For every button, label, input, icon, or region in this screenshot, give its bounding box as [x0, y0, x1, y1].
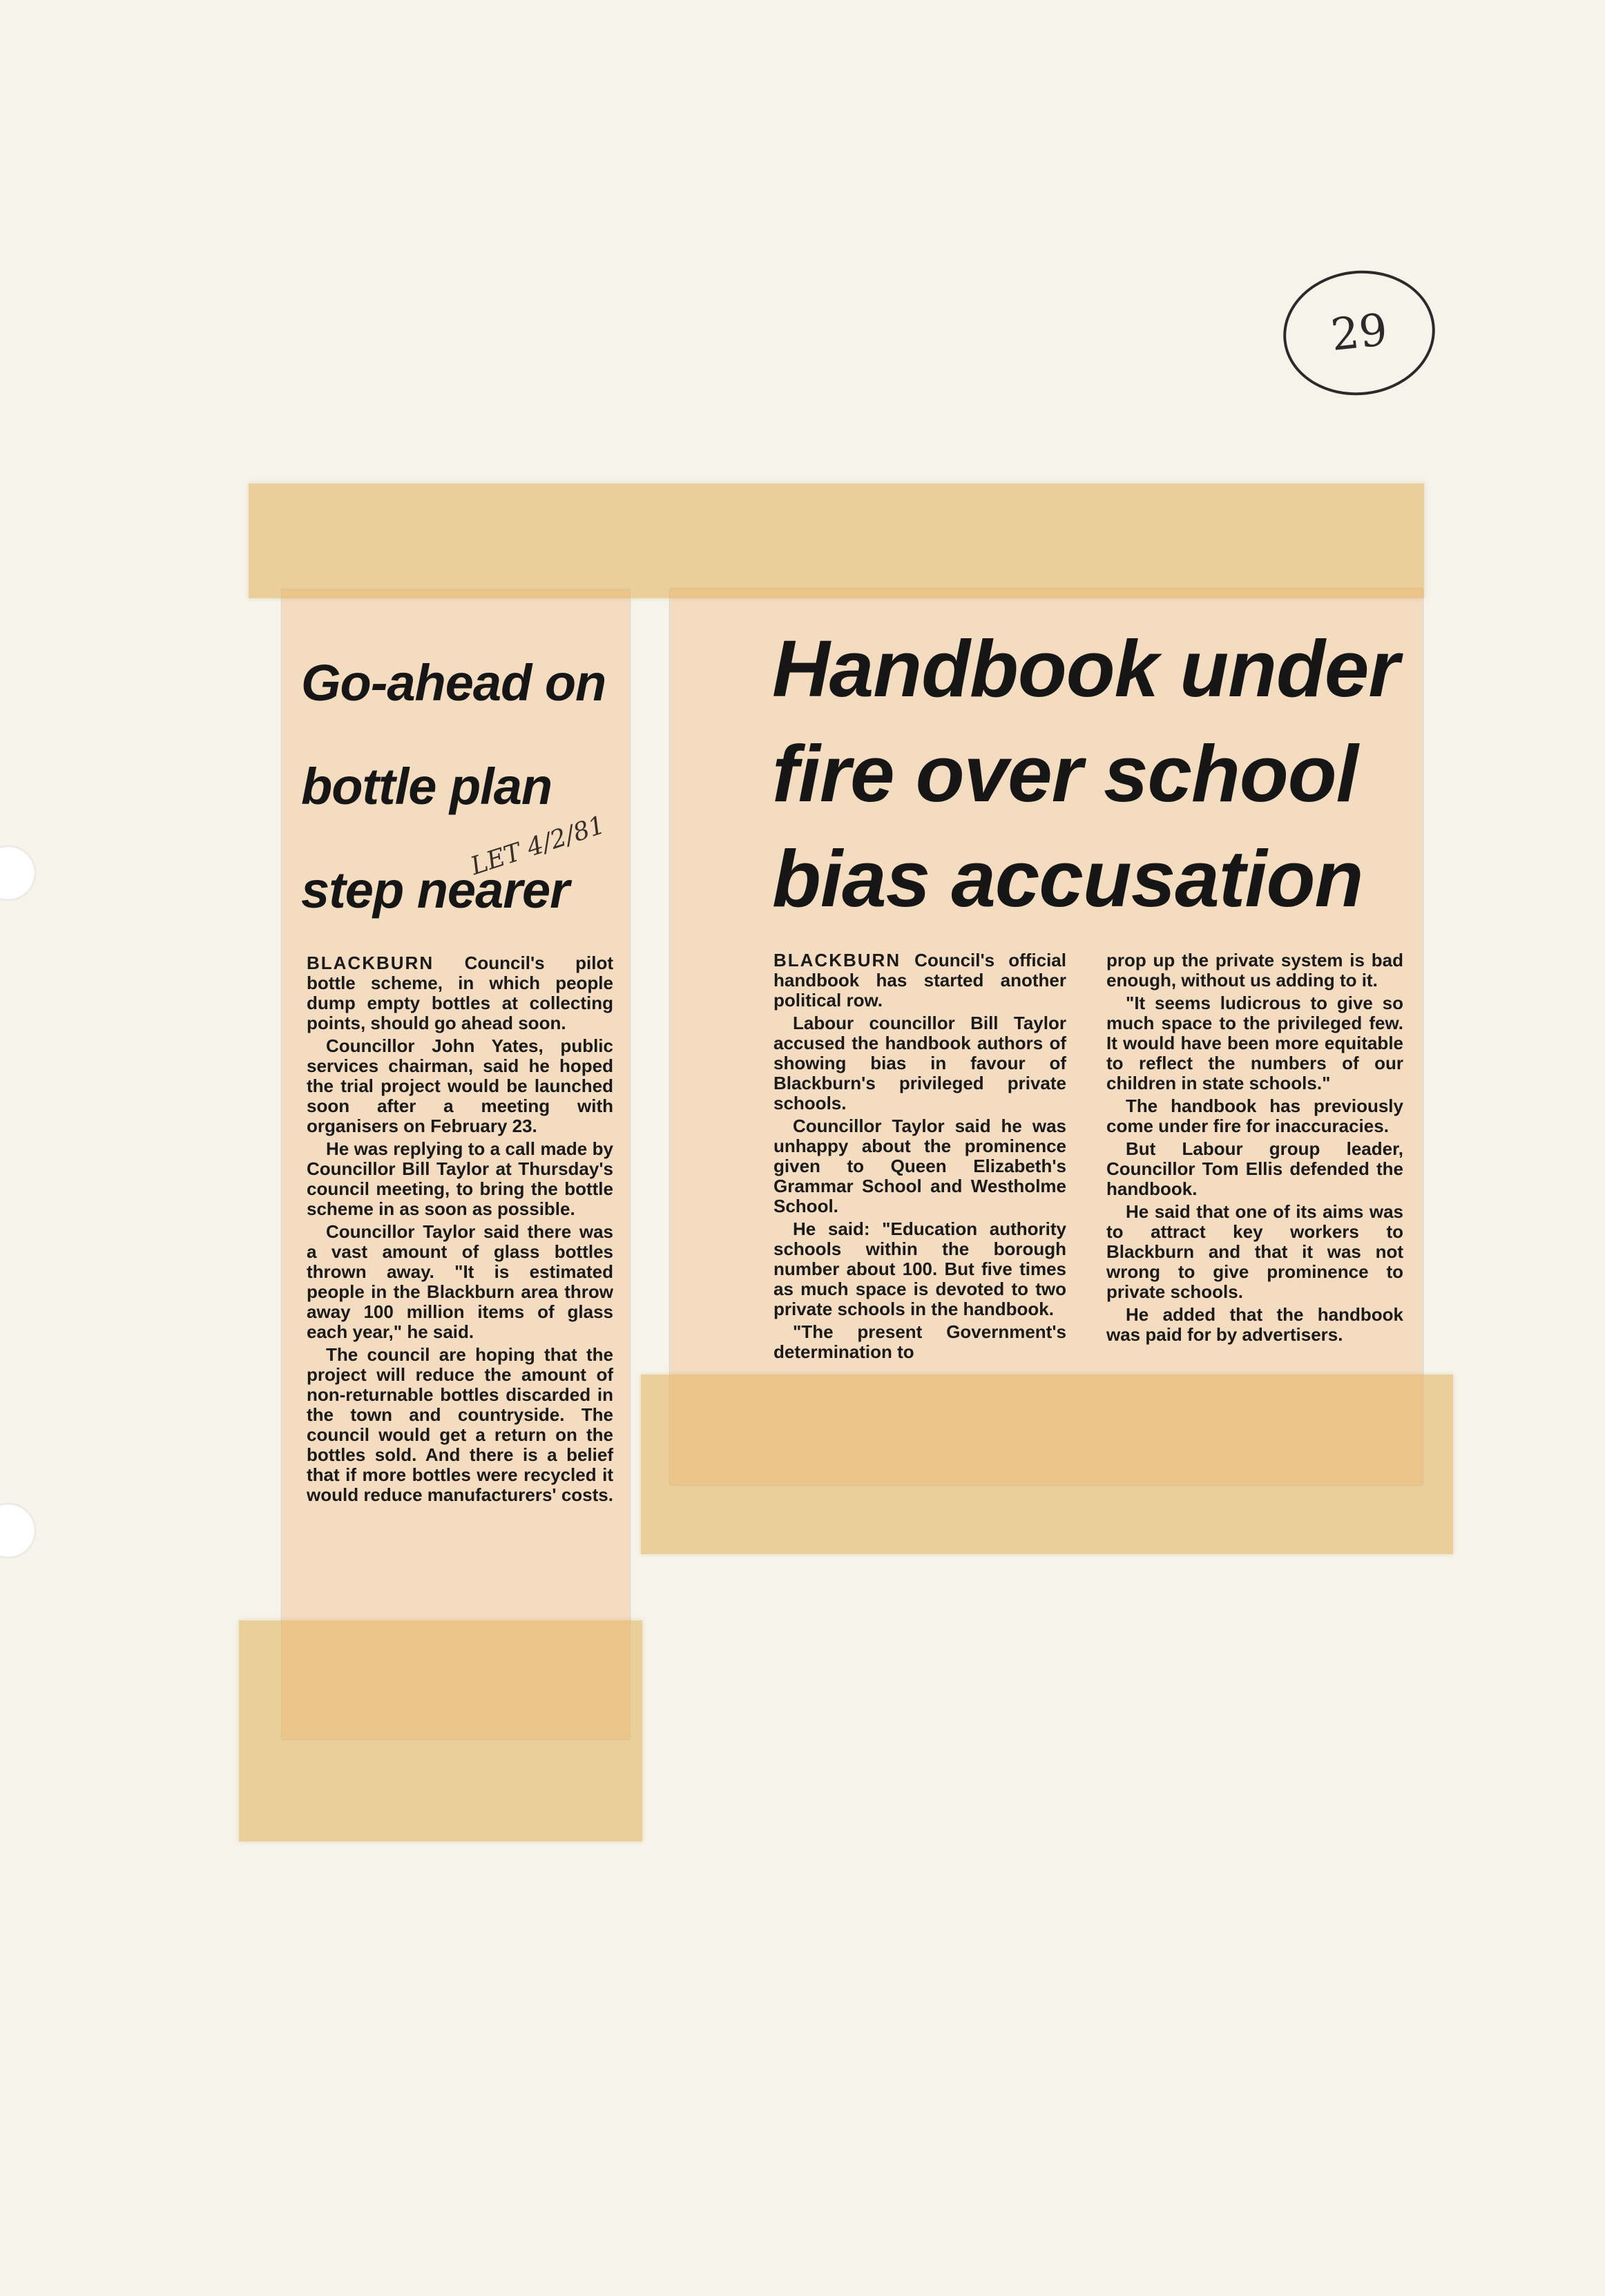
article-paragraph: He said that one of its aims was to attract key workers to Blackburn and that it was not wrong to give prominence to private schools.: [1106, 1201, 1403, 1302]
headline-line: bottle plan: [301, 758, 552, 815]
tape-strip-top: [249, 484, 1424, 598]
paragraph-text: Council's pilot bottle scheme, in which people dump empty bottles at collecting points, should go ahead soon.: [307, 953, 613, 1033]
article-paragraph: [307, 953, 613, 1033]
article-paragraph: "The present Government's determination to: [773, 1321, 1066, 1362]
headline-bottle-plan: [301, 631, 626, 942]
clipping-handbook: [670, 589, 1423, 1485]
article-paragraph: The handbook has previously come under fire for inaccuracies.: [1106, 1096, 1403, 1136]
headline-line: step nearer: [301, 861, 569, 919]
page-number: 29: [1328, 304, 1390, 362]
lead-word: BLACKBURN: [773, 950, 901, 970]
punch-hole-top: [0, 845, 36, 901]
article-paragraph: He added that the handbook was paid for by advertisers.: [1106, 1304, 1403, 1345]
headline-handbook: [772, 616, 1414, 931]
article-paragraph: He was replying to a call made by Councillor Bill Taylor at Thursday's council meeting, to bring the bottle scheme in as soon as possible.: [307, 1138, 613, 1219]
article-paragraph: Labour councillor Bill Taylor accused the handbook authors of showing bias in favour of Blackburn's privileged private schools.: [773, 1013, 1066, 1113]
article-column-2: [1106, 950, 1403, 1348]
article-paragraph: Councillor Taylor said he was unhappy about the prominence given to Queen Elizabeth's Grammar School and Westholme School.: [773, 1116, 1066, 1216]
tape-strip-bottom-left: [239, 1620, 642, 1841]
tape-strip-bottom-right: [641, 1375, 1453, 1554]
clipping-bottle-plan: [282, 590, 630, 1739]
headline-line: fire over school: [772, 729, 1358, 819]
article-paragraph: The council are hoping that the project will reduce the amount of non-returnable bottles discarded in the town and countryside. The council would get a return on the bottles sold. And there is a belief that if more bottles were recycled it would reduce manufacturers' costs.: [307, 1344, 613, 1505]
article-column-1: [773, 950, 1066, 1365]
article-paragraph: Councillor Taylor said there was a vast amount of glass bottles thrown away. "It is estimated people in the Blackburn area throw away 100 million items of glass each year," he said.: [307, 1221, 613, 1342]
page-number-circle: [1277, 263, 1441, 403]
article-paragraph: "It seems ludicrous to give so much space to the privileged few. It would have been more equitable to reflect the numbers of our children in state schools.": [1106, 993, 1403, 1093]
handwritten-date-note: LET 4/2/81: [467, 810, 608, 881]
article-paragraph: But Labour group leader, Councillor Tom Ellis defended the handbook.: [1106, 1138, 1403, 1199]
headline-line: bias accusation: [772, 834, 1363, 924]
lead-word: BLACKBURN: [307, 953, 434, 973]
paragraph-text: Council's official handbook has started another political row.: [773, 950, 1066, 1011]
article-body-bottle-plan: [307, 953, 613, 1508]
headline-line: Handbook under: [772, 624, 1399, 714]
article-paragraph: Councillor John Yates, public services chairman, said he hoped the trial project would be launched soon after a meeting with organisers on February 23.: [307, 1035, 613, 1136]
headline-line: Go-ahead on: [301, 654, 606, 711]
article-paragraph: He said: "Education authority schools within the borough number about 100. But five times as much space is devoted to two private schools in the handbook.: [773, 1218, 1066, 1319]
article-paragraph: [773, 950, 1066, 1011]
punch-hole-bottom: [0, 1503, 36, 1558]
article-paragraph: prop up the private system is bad enough, without us adding to it.: [1106, 950, 1403, 991]
